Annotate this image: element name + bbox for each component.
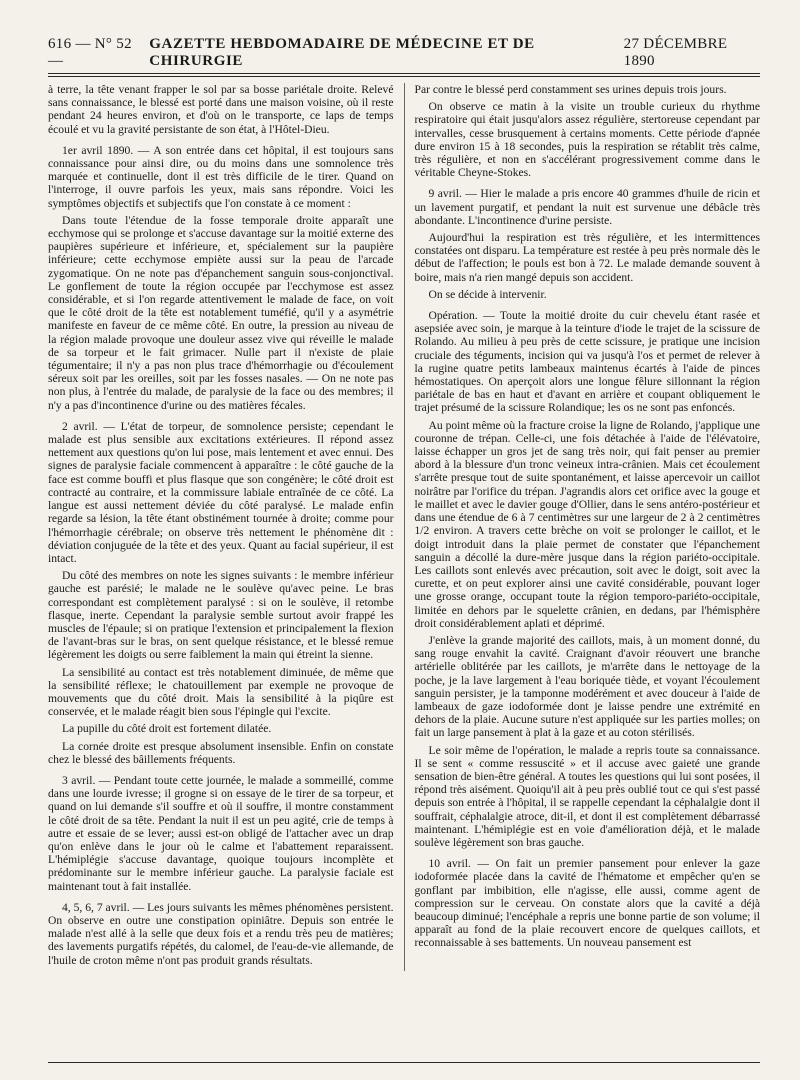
paragraph: 1er avril 1890. — A son entrée dans cet hôpital, il est toujours sans connaissance pour ainsi dire, ou du moins dans une somnolence très marquée et continuelle, dont il est très difficile de le tirer. Quand on l'interroge, il ouvre parfois les yeux, mais sans répondre. Voici les symptômes objectifs et subjectifs que l'on constate à ce moment : [48, 143, 394, 210]
text-columns [48, 83, 760, 971]
paragraph: 3 avril. — Pendant toute cette journée, le malade a sommeillé, comme dans une lourde ivresse; il grogne si on essaye de le tirer de sa torpeur, et quand on lui demande s'il souffre et où il souffre, il montre constamment le côté droit de sa tête. Pendant la nuit il est un peu agité, crie de temps à autre et essaie de se lever; aussi est-on obligé de l'attacher avec un drap qu'on enlève dans le jour où le calme et l'abattement reparaissent. L'hémiplégie s'accuse davantage, quoique toujours incomplète et prédominante sur le membre inférieur gauche. La paralysie faciale est maintenant tout à fait installée. [48, 773, 394, 893]
paragraph: Au point même où la fracture croise la ligne de Rolando, j'applique une couronne de trépan. Celle-ci, une fois détachée à l'aide de l'élévatoire, laisse échapper un gros jet de sang très noir, qui fait penser au premier abord à la blessure d'un tronc veineux intra-crânien. Mais cet écoulement s'arrête presque tout de suite spontanément, et laisse apercevoir un caillot noirâtre par l'orifice du trépan. J'agrandis alors cet orifice avec la gouge et le maillet et avec le davier gouge d'Ollier, dans le sens antéro-postérieur et dans une étendue de 6 à 7 centimètres sur une largeur de 2 à 2 centimètres 1/2 environ. A travers cette brèche on voit se prolonger le caillot, et le doigt introduit dans la plaie permet de constater que l'épanchement sanguin a décollé la dure-mère jusque dans la région pariéto-occipitale. Les caillots sont enlevés avec précaution, soit avec le doigt, soit avec la curette, et on peut explorer ainsi une cavité considérable, pouvant loger une grosse orange, occupant toute la région temporo-pariéto-occipitale, limitée en dehors par le squelette crânien, en dedans, par l'hémisphère droit considérablement aplati et déprimé. [414, 418, 760, 630]
left-column [48, 83, 394, 971]
right-column [415, 83, 761, 971]
paragraph: 9 avril. — Hier le malade a pris encore 40 grammes d'huile de ricin et un lavement purgatif, et pendant la nuit est survenue une débâcle très abondante. L'incontinence d'urine persiste. [414, 187, 760, 227]
paragraph: Dans toute l'étendue de la fosse temporale droite apparaît une ecchymose qui se prolonge et s'accuse davantage sur la moitié externe des paupières supérieure et inférieure, et, spécialement sur la paupière inférieure; cette ecchymose empiète aussi sur la peau de l'arcade zygomatique. On ne note pas d'épanchement sanguin sous-conjonctival. Le gonflement de toute la région occupée par l'ecchymose est assez considérable, et si l'on regarde attentivement le malade de face, on voit que le côté droit de la tête est notablement tuméfié, qu'il y a asymétrie manifeste en faveur de ce même côté. En outre, la pression au niveau de la région malade provoque une douleur assez vive qui réveille le malade de sa torpeur et le fait grimacer. Nulle part il n'existe de plaie tégumentaire; il n'y a pas non plus trace d'hémorrhagie ou d'écoulement séreux soit par les oreilles, soit par les fosses nasales. — On ne note pas non plus, à l'entrée du malade, de paralysie de la face ou des membres; il n'y a pas d'incontinence d'urine ou des matières fécales. [48, 213, 394, 412]
journal-title: GAZETTE HEBDOMADAIRE DE MÉDECINE ET DE CHIRURGIE [149, 36, 535, 69]
column-divider [404, 83, 405, 971]
paragraph: J'enlève la grande majorité des caillots, mais, à un moment donné, du sang rouge envahit la cavité. Craignant d'avoir réouvert une branche artérielle oblitérée par les caillots, je m'arrête dans le nettoyage de la poche, je la lave largement à l'eau boriquée tiède, et voyant l'écoulement sanguin persister, je la tamponne modérément et avec douceur à l'aide de lambeaux de gaze iodoformée dont je laisse pendre une extrémité en dehors de la plaie. Aucune suture n'est appliquée sur les parties molles; on fait un large pansement à plat à la gaze et au coton stérilisés. [414, 633, 760, 740]
paragraph: 4, 5, 6, 7 avril. — Les jours suivants les mêmes phénomènes persistent. On observe en outre une constipation opiniâtre. Depuis son entrée le malade n'est allé à la selle que deux fois et a rendu très peu de matières; des lavements purgatifs répétés, du calomel, de l'eau-de-vie allemande, de l'huile de croton même n'ont pas produit grands résultats. [48, 900, 394, 967]
paragraph: Aujourd'hui la respiration est très régulière, et les intermittences constatées ont disparu. La température est restée à peu près normale dès le début de l'affection; le pouls est bon à 72. Le malade demande souvent à boire, mais n'a rien mangé depuis son accident. [414, 231, 760, 284]
page-number: 616 — N° 52 — [48, 36, 132, 69]
paragraph: On se décide à intervenir. [428, 287, 547, 301]
paragraph: 10 avril. — On fait un premier pansement pour enlever la gaze iodoformée placée dans la cavité de l'hématome et empêcher qu'en se gonflant par imbibition, elle n'agisse, elle aussi, comme agent de compression sur le cerveau. On constate alors que la cavité a déjà beaucoup diminué; l'encéphale a repris une bonne partie de son volume; il apparaît au fond de la plaie recouvert encore de quelques caillots, et reconnaissable à ses battements. Un nouveau pansement est [414, 857, 760, 950]
paragraph: On observe ce matin à la visite un trouble curieux du rhythme respiratoire qui était jusqu'alors assez régulière, stertoreuse cependant par intervalles, cesse brusquement à certains moments. Cette période d'apnée dure environ 15 à 18 secondes, puis la respiration se rétablit très calme, très régulière, et non en s'accélérant progressivement comme dans le véritable Cheyne-Stokes. [414, 100, 760, 180]
footer-rule [48, 1062, 760, 1063]
paragraph: La sensibilité au contact est très notablement diminuée, de même que la sensibilité réflexe; le chatouillement par exemple ne provoque de mouvements que du côté droit. Mais la sensibilité à la piqûre est conservée, et le malade réagit bien sous l'épingle qui l'excite. [48, 665, 394, 719]
paragraph: La pupille du côté droit est fortement dilatée. [62, 722, 272, 736]
issue-date: 27 DÉCEMBRE 1890 [623, 36, 728, 69]
paragraph: La cornée droite est presque absolument insensible. Enfin on constate chez le blessé des bâillements fréquents. [48, 739, 394, 766]
paragraph: 2 avril. — L'état de torpeur, de somnolence persiste; cependant le malade est plus sensible aux excitations extérieures. Il répond assez nettement aux questions qu'on lui pose, mais lentement et avec ennui. Des signes de paralysie faciale commencent à apparaître : le côté gauche de la face est comme bouffi et plus flasque que son congénère; le côté droit est contracté au contraire, et la commissure labiale entraînée de ce côté. La langue est aussi nettement déviée du côté paralysé. Le malade enfin regarde sa lésion, la tête étant obstinément tournée à droite; comme pour l'hémorrhagie cérébrale; on observe très nettement le phénomène dit : déviation conjuguée de la tête et des yeux. Quant au facial supérieur, il est intact. [48, 419, 394, 565]
paragraph: Par contre le blessé perd constamment ses urines depuis trois jours. [414, 83, 727, 96]
paragraph: Du côté des membres on note les signes suivants : le membre inférieur gauche est parésié; le malade ne le soulève qu'avec peine. Le bras correspondant est complètement paralysé : si on le soulève, il retombe flasque, inerte. Cependant la paralysie semble surtout avoir frappé les muscles de l'épaule; si on pratique l'extension et principalement la flexion de l'avant-bras sur le bras, on sent quelque résistance, et le blessé remue légèrement les doigts ou serre faiblement la main qui étreint la sienne. [48, 569, 394, 662]
running-header [48, 36, 760, 74]
paragraph: Opération. — Toute la moitié droite du cuir chevelu étant rasée et asepsiée avec soin, je marque à la teinture d'iode le trajet de la scissure de Rolando. Au milieu à peu près de cette scissure, je pratique une incision cruciale des téguments, incision qui va jusqu'à l'os et permet de relever à la rugine quatre petits lambeaux maintenus écartés à l'aide de pinces hémostatiques. On aperçoit alors une longue fêlure sillonnant la région pariétale de bas en haut et d'avant en arrière et coupant obliquement le trajet présumé de la scissure Rolandique; les os ne sont pas enfoncés. [414, 309, 760, 415]
paragraph: Le soir même de l'opération, le malade a repris toute sa connaissance. Il se sent « comme ressuscité » et il accuse avec gaieté une grande sensation de bien-être général. A toutes les questions qui lui sont posées, il répond très aisément. Quoiqu'il ait à peu près oublié tout ce qui s'est passé depuis son entrée à l'hôpital, il se rappelle cependant la céphalalgie dont il souffrait, céphalalgie atroce, dit-il, et dont il est complètement débarrassé maintenant. L'hémiplégie est en voie d'amélioration déjà, et le malade soulève légèrement son bras gauche. [414, 743, 760, 849]
paragraph: à terre, la tête venant frapper le sol par sa bosse pariétale droite. Relevé sans connaissance, le blessé est porté dans une maison voisine, où il reste pendant 24 heures environ, et d'où on le transporte, ce laps de temps écoulé et vu la gravité persistante de son état, à l'Hôtel-Dieu. [48, 83, 394, 136]
header-rule [48, 76, 760, 77]
